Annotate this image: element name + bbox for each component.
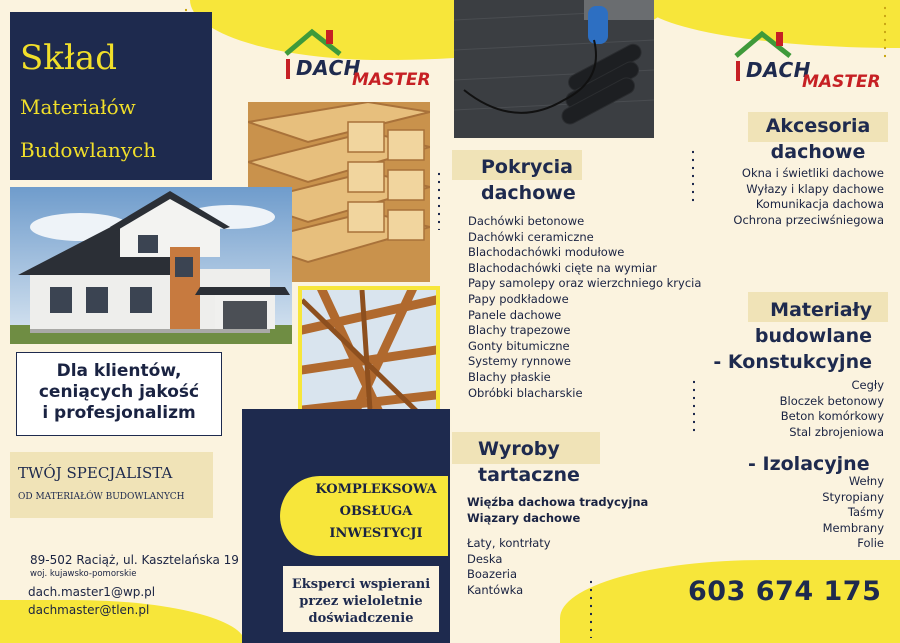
logo-left	[282, 28, 442, 98]
sawmill-bold-item: Więźba dachowa tradycyjna	[467, 495, 649, 509]
sawmill-heading-line1: Wyroby	[478, 438, 560, 460]
accessories-heading-line2: dachowe	[770, 141, 866, 163]
specialist-title: TWÓJ SPECJALISTA	[18, 464, 173, 482]
materials-list-item: Stal zbrojeniowa	[789, 424, 884, 439]
roofing-list-item: Blachodachówki cięte na wymiar	[468, 260, 657, 275]
page-title: Skład	[20, 38, 117, 78]
roofing-list-item: Obróbki blacharskie	[468, 385, 583, 400]
dotted-line-right1	[692, 148, 694, 204]
sawmill-list-item: Boazeria	[467, 567, 518, 582]
accessories-heading-line1: Akcesoria	[765, 115, 871, 137]
slogan-line2: ceniących jakość	[38, 382, 200, 402]
slogan-line3: i profesjonalizm	[42, 403, 196, 423]
sawmill-list-item: Deska	[467, 551, 503, 566]
accessories-list-item: Komunikacja dachowa	[755, 197, 884, 212]
dotted-line-mid	[438, 170, 440, 230]
roofing-list-item: Dachówki betonowe	[468, 214, 585, 228]
services-line2: OBSŁUGA	[339, 504, 413, 519]
sawmill-bold-item: Wiązary dachowe	[467, 510, 581, 525]
roofing-heading	[481, 154, 576, 206]
accessories-list-item: Okna i świetliki dachowe	[741, 166, 884, 180]
roofing-list-item: Blachy płaskie	[468, 369, 551, 384]
logo-word-dach: DACH	[296, 56, 361, 80]
experts-line3: doświadczenie	[308, 611, 414, 626]
experts-line2: przez wieloletnie	[299, 594, 423, 609]
roofing-list-item: Blachy trapezowe	[468, 323, 571, 338]
house-photo	[10, 187, 292, 344]
slogan-box	[16, 352, 222, 436]
materials-heading-line3: - Konstukcyjne	[713, 351, 872, 373]
page-subtitle-line1: Materiałów	[20, 95, 136, 119]
roofing-heading-line1: Pokrycia	[481, 156, 573, 178]
insulation-list-item: Wełny	[848, 474, 884, 488]
address-line1: 89-502 Raciąż, ul. Kasztelańska 19	[30, 553, 239, 567]
experts-box	[283, 566, 439, 632]
insulation-list	[822, 474, 884, 552]
logo-bar	[736, 61, 740, 81]
experts-line1: Eksperci wspierani	[291, 577, 431, 592]
logo-bar	[286, 59, 290, 79]
email-1[interactable]: dach.master1@wp.pl	[28, 585, 156, 599]
roofing-list-item: Papy podkładowe	[468, 291, 569, 306]
roofing-list-item: Papy samolepy oraz wierzchniego krycia	[468, 276, 702, 291]
accessories-list-item: Wyłazy i klapy dachowe	[746, 181, 884, 196]
sawmill-list	[467, 536, 551, 598]
roofing-list	[468, 214, 701, 401]
logo-word-master: MASTER	[352, 70, 431, 90]
sawmill-list-item: Kantówka	[467, 582, 524, 597]
materials-heading-line2: budowlane	[754, 325, 872, 347]
accessories-heading	[756, 113, 880, 165]
roofing-heading-line2: dachowe	[481, 182, 576, 204]
materials-list	[780, 378, 884, 440]
accessories-list	[733, 166, 884, 228]
slogan-line1: Dla klientów,	[56, 361, 182, 381]
insulation-list-item: Styropiany	[822, 489, 884, 504]
services-line3: INWESTYCJI	[329, 526, 423, 541]
materials-list-item: Bloczek betonowy	[779, 393, 884, 408]
roofing-list-item: Systemy rynnowe	[468, 354, 571, 369]
materials-list-item: Beton komórkowy	[780, 409, 884, 424]
specialist-box	[10, 452, 213, 518]
insulation-heading: - Izolacyjne	[748, 453, 870, 475]
dotted-line-bottom-mid	[590, 578, 592, 638]
sawmill-heading-line2: tartaczne	[478, 464, 580, 486]
services-line1: KOMPLEKSOWA	[315, 482, 437, 497]
sawmill-bold-list	[467, 495, 648, 526]
roofing-list-item: Panele dachowe	[468, 307, 562, 322]
insulation-list-item: Folie	[857, 536, 884, 551]
materials-list-item: Cegły	[851, 378, 884, 392]
materials-heading-line1: Materiały	[770, 299, 872, 321]
email-2[interactable]: dachmaster@tlen.pl	[28, 603, 150, 617]
logo-word-dach: DACH	[746, 58, 811, 82]
accessories-list-item: Ochrona przeciwśniegowa	[733, 212, 884, 227]
logo-right	[732, 30, 892, 100]
roofing-list-item: Dachówki ceramiczne	[468, 229, 594, 244]
phone-number[interactable]: 603 674 175	[688, 576, 882, 607]
materials-heading	[713, 297, 872, 375]
roofing-list-item: Gonty bitumiczne	[468, 338, 570, 353]
sawmill-list-item: Łaty, kontrłaty	[467, 536, 551, 550]
sawmill-heading	[478, 436, 580, 488]
insulation-list-item: Membrany	[822, 520, 884, 535]
logo-word-master: MASTER	[802, 72, 881, 92]
roofing-felt-photo	[454, 0, 654, 138]
insulation-list-item: Taśmy	[847, 505, 884, 520]
address-line2: woj. kujawsko-pomorskie	[30, 569, 137, 579]
page-subtitle-line2: Budowlanych	[20, 138, 157, 162]
services-pill	[280, 476, 448, 556]
roofing-list-item: Blachodachówki modułowe	[468, 245, 625, 260]
specialist-subtitle: OD MATERIAŁÓW BUDOWLANYCH	[18, 492, 185, 502]
